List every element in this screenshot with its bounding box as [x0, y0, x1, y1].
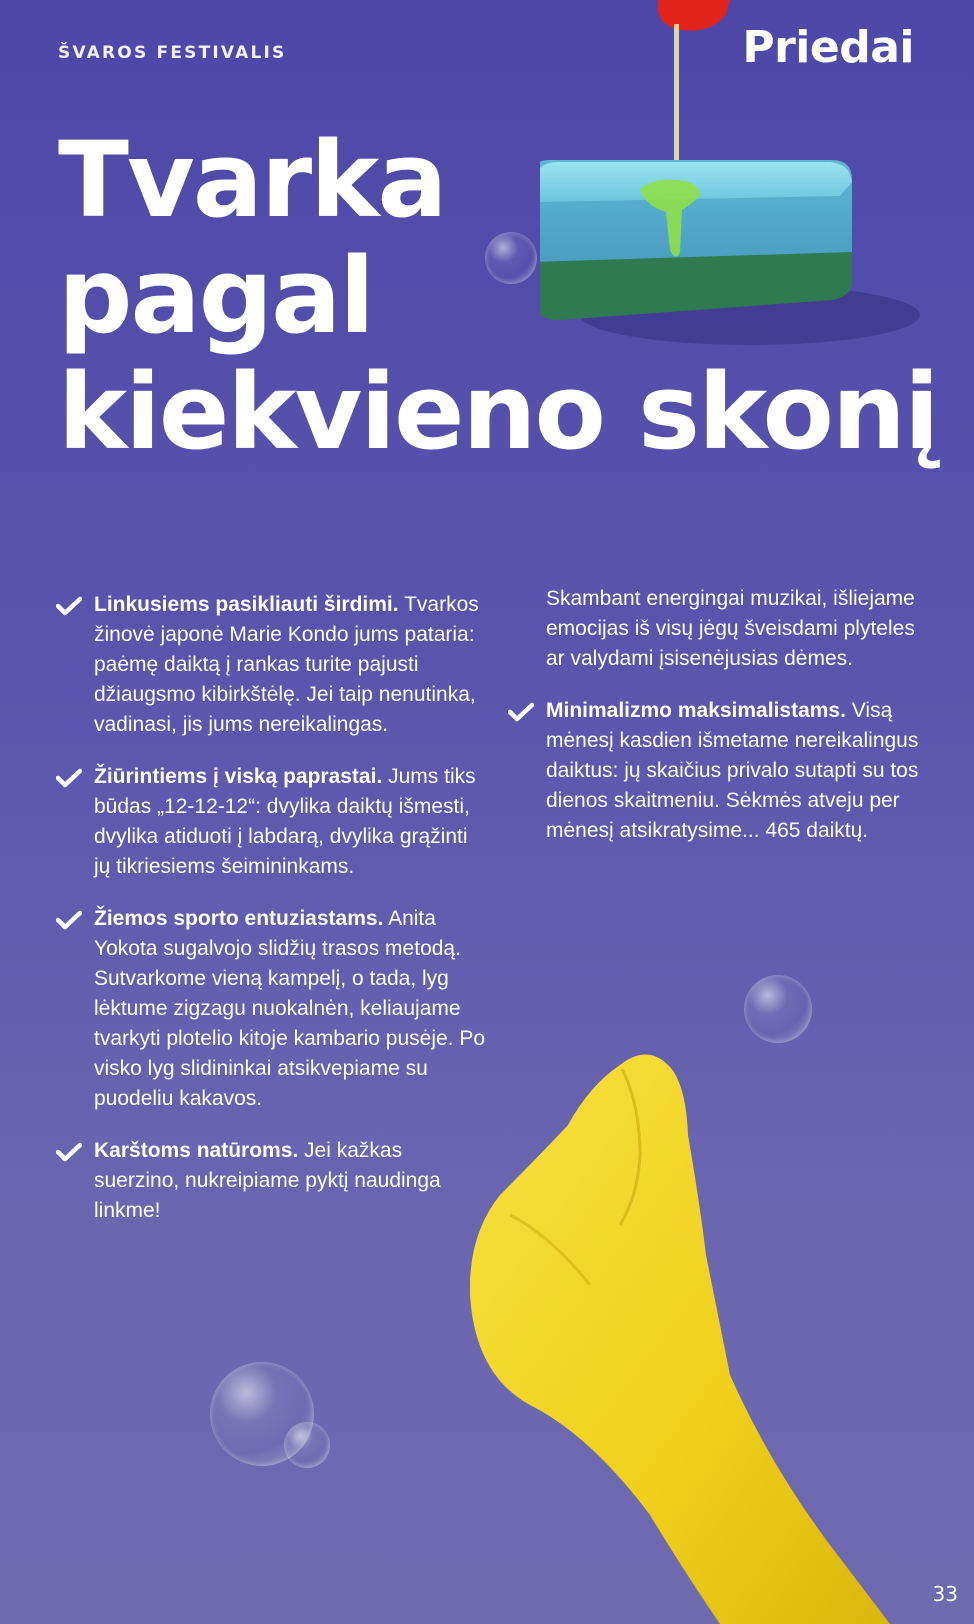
glove-hand	[470, 1054, 890, 1624]
list-item	[56, 590, 486, 740]
page-number: 33	[932, 1582, 958, 1606]
list-item	[508, 696, 928, 846]
item-lead: Karštoms natūroms.	[94, 1139, 299, 1162]
headline-line: kiekvieno skonį	[58, 351, 938, 473]
brand-logo: Priedai	[742, 22, 914, 73]
bubble	[744, 975, 812, 1043]
headline-line: Tvarka	[58, 119, 446, 241]
list-item	[56, 1136, 486, 1226]
item-text: Visą mėnesį kasdien išmetame nereikalingus daiktus: jų skaičius privalo sutapti su tos dienos skaitmeniu. Sėkmės atveju per mėnesį atsikratysime... 465 daiktų.	[546, 699, 919, 842]
kicker: ŠVAROS FESTIVALIS	[58, 43, 287, 63]
item-text: Anita Yokota sugalvojo slidžių trasos metodą. Sutvarkome vieną kampelį, o tada, lyg lėktume zigzagu nuokalnėn, keliaujame tvarkyti plotelio kitoje kambario pusėje. Po visko lyg slidininkai atsikvepiame su puodeliu kakavos.	[94, 907, 486, 1110]
right-column	[508, 584, 928, 868]
headline	[58, 119, 938, 473]
left-column	[56, 590, 486, 1248]
item-text: Tvarkos žinovė japonė Marie Kondo jums pataria: paėmę daiktą į rankas turite pajusti džiaugsmo kibirkštėlę. Jei taip nenutinka, vadinasi, jis jums nereikalingas.	[94, 593, 479, 736]
glove-illustration	[470, 1045, 900, 1624]
list-item	[56, 762, 486, 882]
bubble	[284, 1422, 330, 1468]
checkmark-icon	[56, 596, 82, 616]
bottle-cap	[658, 0, 730, 31]
headline-line: pagal	[58, 235, 373, 357]
item-lead: Minimalizmo maksimalistams.	[546, 699, 846, 722]
item-text: Jei kažkas suerzino, nukreipiame pyktį naudinga linkme!	[94, 1139, 441, 1222]
checkmark-icon	[56, 910, 82, 930]
item-lead: Žiemos sporto entuziastams.	[94, 907, 384, 930]
item-lead: Linkusiems pasikliauti širdimi.	[94, 593, 399, 616]
intro-paragraph: Skambant energingai muzikai, išliejame emocijas iš visų jėgų šveisdami plyteles ar valydami įsisenėjusias dėmes.	[546, 587, 915, 670]
checkmark-icon	[508, 702, 534, 722]
checkmark-icon	[56, 1142, 82, 1162]
list-item	[56, 904, 486, 1114]
checkmark-icon	[56, 768, 82, 788]
item-text: Jums tiks būdas „12-12-12“: dvylika daiktų išmesti, dvylika atiduoti į labdarą, dvylika grąžinti jų tikriesiems šeimininkams.	[94, 765, 476, 878]
item-lead: Žiūrintiems į viską paprastai.	[94, 765, 383, 788]
